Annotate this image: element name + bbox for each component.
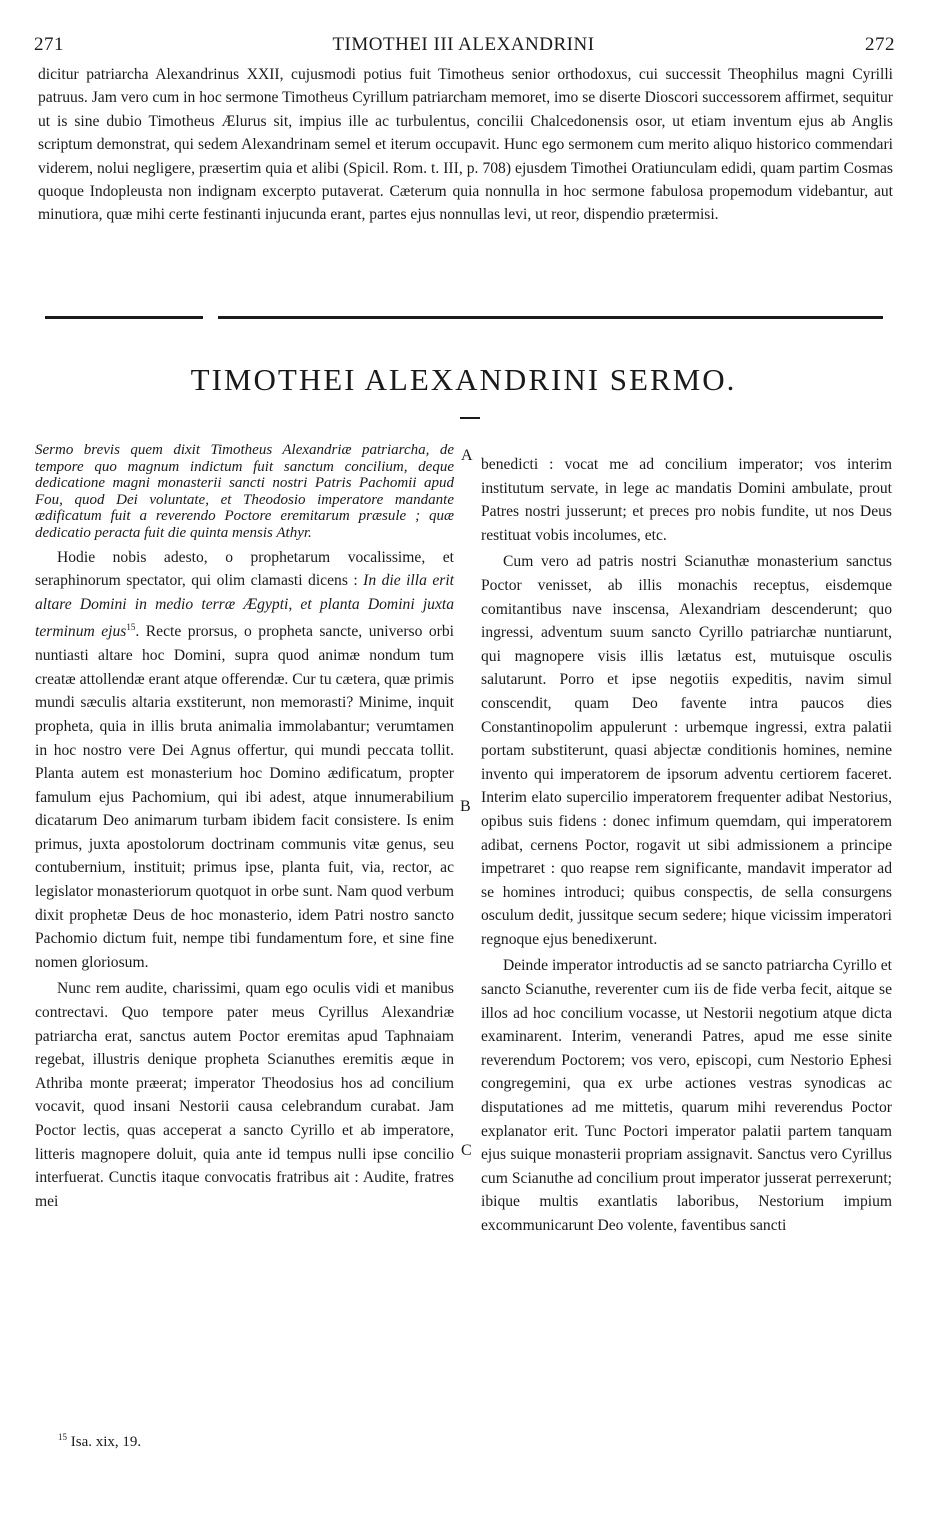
divider-rule-right [218, 316, 883, 319]
intro-text: dicitur patriarcha Alexandrinus XXII, cujusmodi potius fuit Timotheus senior orthodoxus, cui successit Theophilus magni Cyrilli patruus. Jam vero cum in hoc sermone Timotheus Cyrillum patriarcham memoret, imo se diserte Dioscori successorem affirmet, sequitur ut is sine dubio Timotheus Ælurus sit, impius ille ac turbulentus, concilii Chalcedonensis osor, ut etiam inventum ejus ab Anglis scriptum demonstrat, qui sedem Alexandrinam semel et iterum occupavit. Hunc ego sermonem cum merito aliquo historico commendari viderem, nolui negligere, præsertim quia et alibi (Spicil. Rom. t. III, p. 708) ejusdem Timothei Oratiunculam edidi, quam partim Cosmas quoque Indopleusta non indignam excerpto putaverat. Cæterum quia nonnulla in hoc sermone fabulosa propemodum videbantur, aut minutiora, quæ mihi certe festinanti injucunda erant, partes ejus nonnullas levi, ut reor, dispendio prætermisi. [38, 66, 893, 224]
left-p1-before: Hodie nobis adesto, o prophetarum vocalissime, et seraphinorum spectator, qui olim clamasti dicens : [35, 548, 454, 590]
divider-rule-left [45, 316, 203, 319]
title-dash [460, 417, 480, 419]
footnote-text: Isa. xix, 19. [67, 1434, 142, 1450]
margin-marker-a: A [461, 447, 473, 464]
footnote [58, 1432, 141, 1451]
intro-paragraph [38, 63, 893, 227]
footnote-number: 15 [58, 1432, 67, 1442]
right-column [481, 453, 892, 1241]
footnote-ref: 15 [126, 622, 136, 633]
margin-marker-b: B [460, 798, 471, 815]
running-title: TIMOTHEI III ALEXANDRINI [332, 34, 595, 55]
right-paragraph-0: benedicti : vocat me ad concilium imperator; vos interim institutum servate, in lege ac mandatis Domini ambulate, prout Patres nostri jusserunt; et preces pro nobis fundite, ut nos Deus restituat vobis incolumes, etc. [481, 456, 892, 544]
left-p1-quote: In die illa erit altare Domini in medio terræ Ægypti, et planta Domini juxta terminum ejus [35, 572, 454, 641]
margin-marker-c: C [461, 1142, 472, 1159]
page-number-right: 272 [865, 34, 895, 55]
right-paragraph-1: Cum vero ad patris nostri Scianuthæ monasterium sanctus Poctor venisset, ab illis monachis receptus, eisdemque comitantibus nave inscensa, Alexandriam descenderunt; quo ingressi, adventum suum sancto Cyrillo patriarchæ nuntiarunt, qui magnopere visis illis lætatus est, mutuisque osculis salutarunt. Porro et ipse negotiis expeditis, navim simul conscendit, quam Deo favente intra paucos dies Constantinopolim appulerunt : urbemque ingressi, extra palatii portam substiterunt, quasi abjectæ conditionis homines, nemine invento qui imperatorem de ipsorum adventu certiorem faceret. Interim elato supercilio imperatorem frequenter adibat Nestorius, opibus suis fidens : donec infimum quemdam, qui imperatorem adibat, cernens Poctor, rogavit ut sibi admissionem a principe impetraret : quo reapse rem significante, mandavit imperator ad se homines introduci; quibus conspectis, de sella consurgens osculum dedit, jussitque secum sedere; hique vicissim imperatori regnoque ejus benedixerunt. [481, 553, 892, 948]
left-column [35, 442, 454, 1216]
page-number-left: 271 [34, 34, 64, 55]
right-paragraph-2: Deinde imperator introductis ad se sancto patriarcha Cyrillo et sancto Scianuthe, reverenter cum iis de fide verba fecit, aitque se illos ad hoc concilium vocasse, ut Nestorii negotium atque dicta examinarent. Interim, venerandi Patres, apud me esse sinite reverendum Poctorem; vos vero, episcopi, cum Nestorio Ephesi congregemini, qua ex urbe actiones vestras synodicas ac disputationes ad me mittetis, quarum mihi reverendus Poctor explanator erit. Tunc Poctori imperator palatii partem tanquam ejus suique monasterii propriam assignavit. Sanctus vero Cyrillus cum Scianuthe ad concilium prout imperator jusserat perrexerunt; ibique multis exantlatis laboribus, Nestorium impium excommunicarunt Deo volente, faventibus sancti [481, 957, 892, 1234]
sermon-title: TIMOTHEI ALEXANDRINI SERMO. [190, 362, 737, 397]
sermon-rubric: Sermo brevis quem dixit Timotheus Alexandriæ patriarcha, de tempore quo magnum indictum fuit sanctum concilium, deque dedicatione magni monasterii sancti nostri Patris Pachomii apud Fou, quod Dei voluntate, et Theodosio imperatore mandante ædificatum fuit a reverendo Poctore eremitarum præsule ; quæ dedicatio peracta fuit die quinta mensis Athyr. [35, 442, 454, 541]
left-p1-after: . Recte prorsus, o propheta sancte, universo orbi nuntiasti altare hoc Domini, supra quod animæ nondum tum creatæ attollendæ erant atque offerendæ. Cur tu cætera, quæ primis mundi sæculis altaria exstiterunt, non memorasti? Minime, inquit propheta, quia in illis bruta animalia immolabantur; verumtamen in hoc nostro vere Dei Agnus offertur, qui mundi peccata tollit. Planta autem est monasterium hoc Domino ædificatum, propter famulum ejus Pachomium, qui ibi adest, atque innumerabilium dicatarum Deo animarum turbam ibidem facit consistere. Is enim primus, juxta apostolorum doctrinam communis vitæ genus, seu contubernium, instituit; primus ipse, planta fuit, via, rector, ac legislator monasteriorum quotquot in orbe sunt. Nam quod verbum dixit prophetæ Deus de hoc monasterio, idem Patri nostro sancto Pachomio dictum fuit, nempe tibi fundamentum fore, et sine fine nomen gloriosum. [35, 623, 454, 971]
running-header [0, 34, 927, 58]
left-paragraph-2: Nunc rem audite, charissimi, quam ego oculis vidi et manibus contrectavi. Quo tempore pater meus Cyrillus Alexandriæ patriarcha erat, sanctus autem Poctor eremitas apud Taphnaiam regebat, illustris denique propheta Scianuthes eremitis æque in Athriba monte præerat; imperator Theodosius hos ad concilium vocavit, quod insani Nestorii causa celebrandum curabat. Jam Poctor lectis, quas acceperat a sancto Cyrillo et ab imperatore, litteris magnopere doluit, quia ante id tempus nulli ipse concilio interfuerat. Cunctis itaque convocatis fratribus ait : Audite, fratres mei [35, 980, 454, 1210]
left-paragraph-1 [35, 546, 454, 975]
